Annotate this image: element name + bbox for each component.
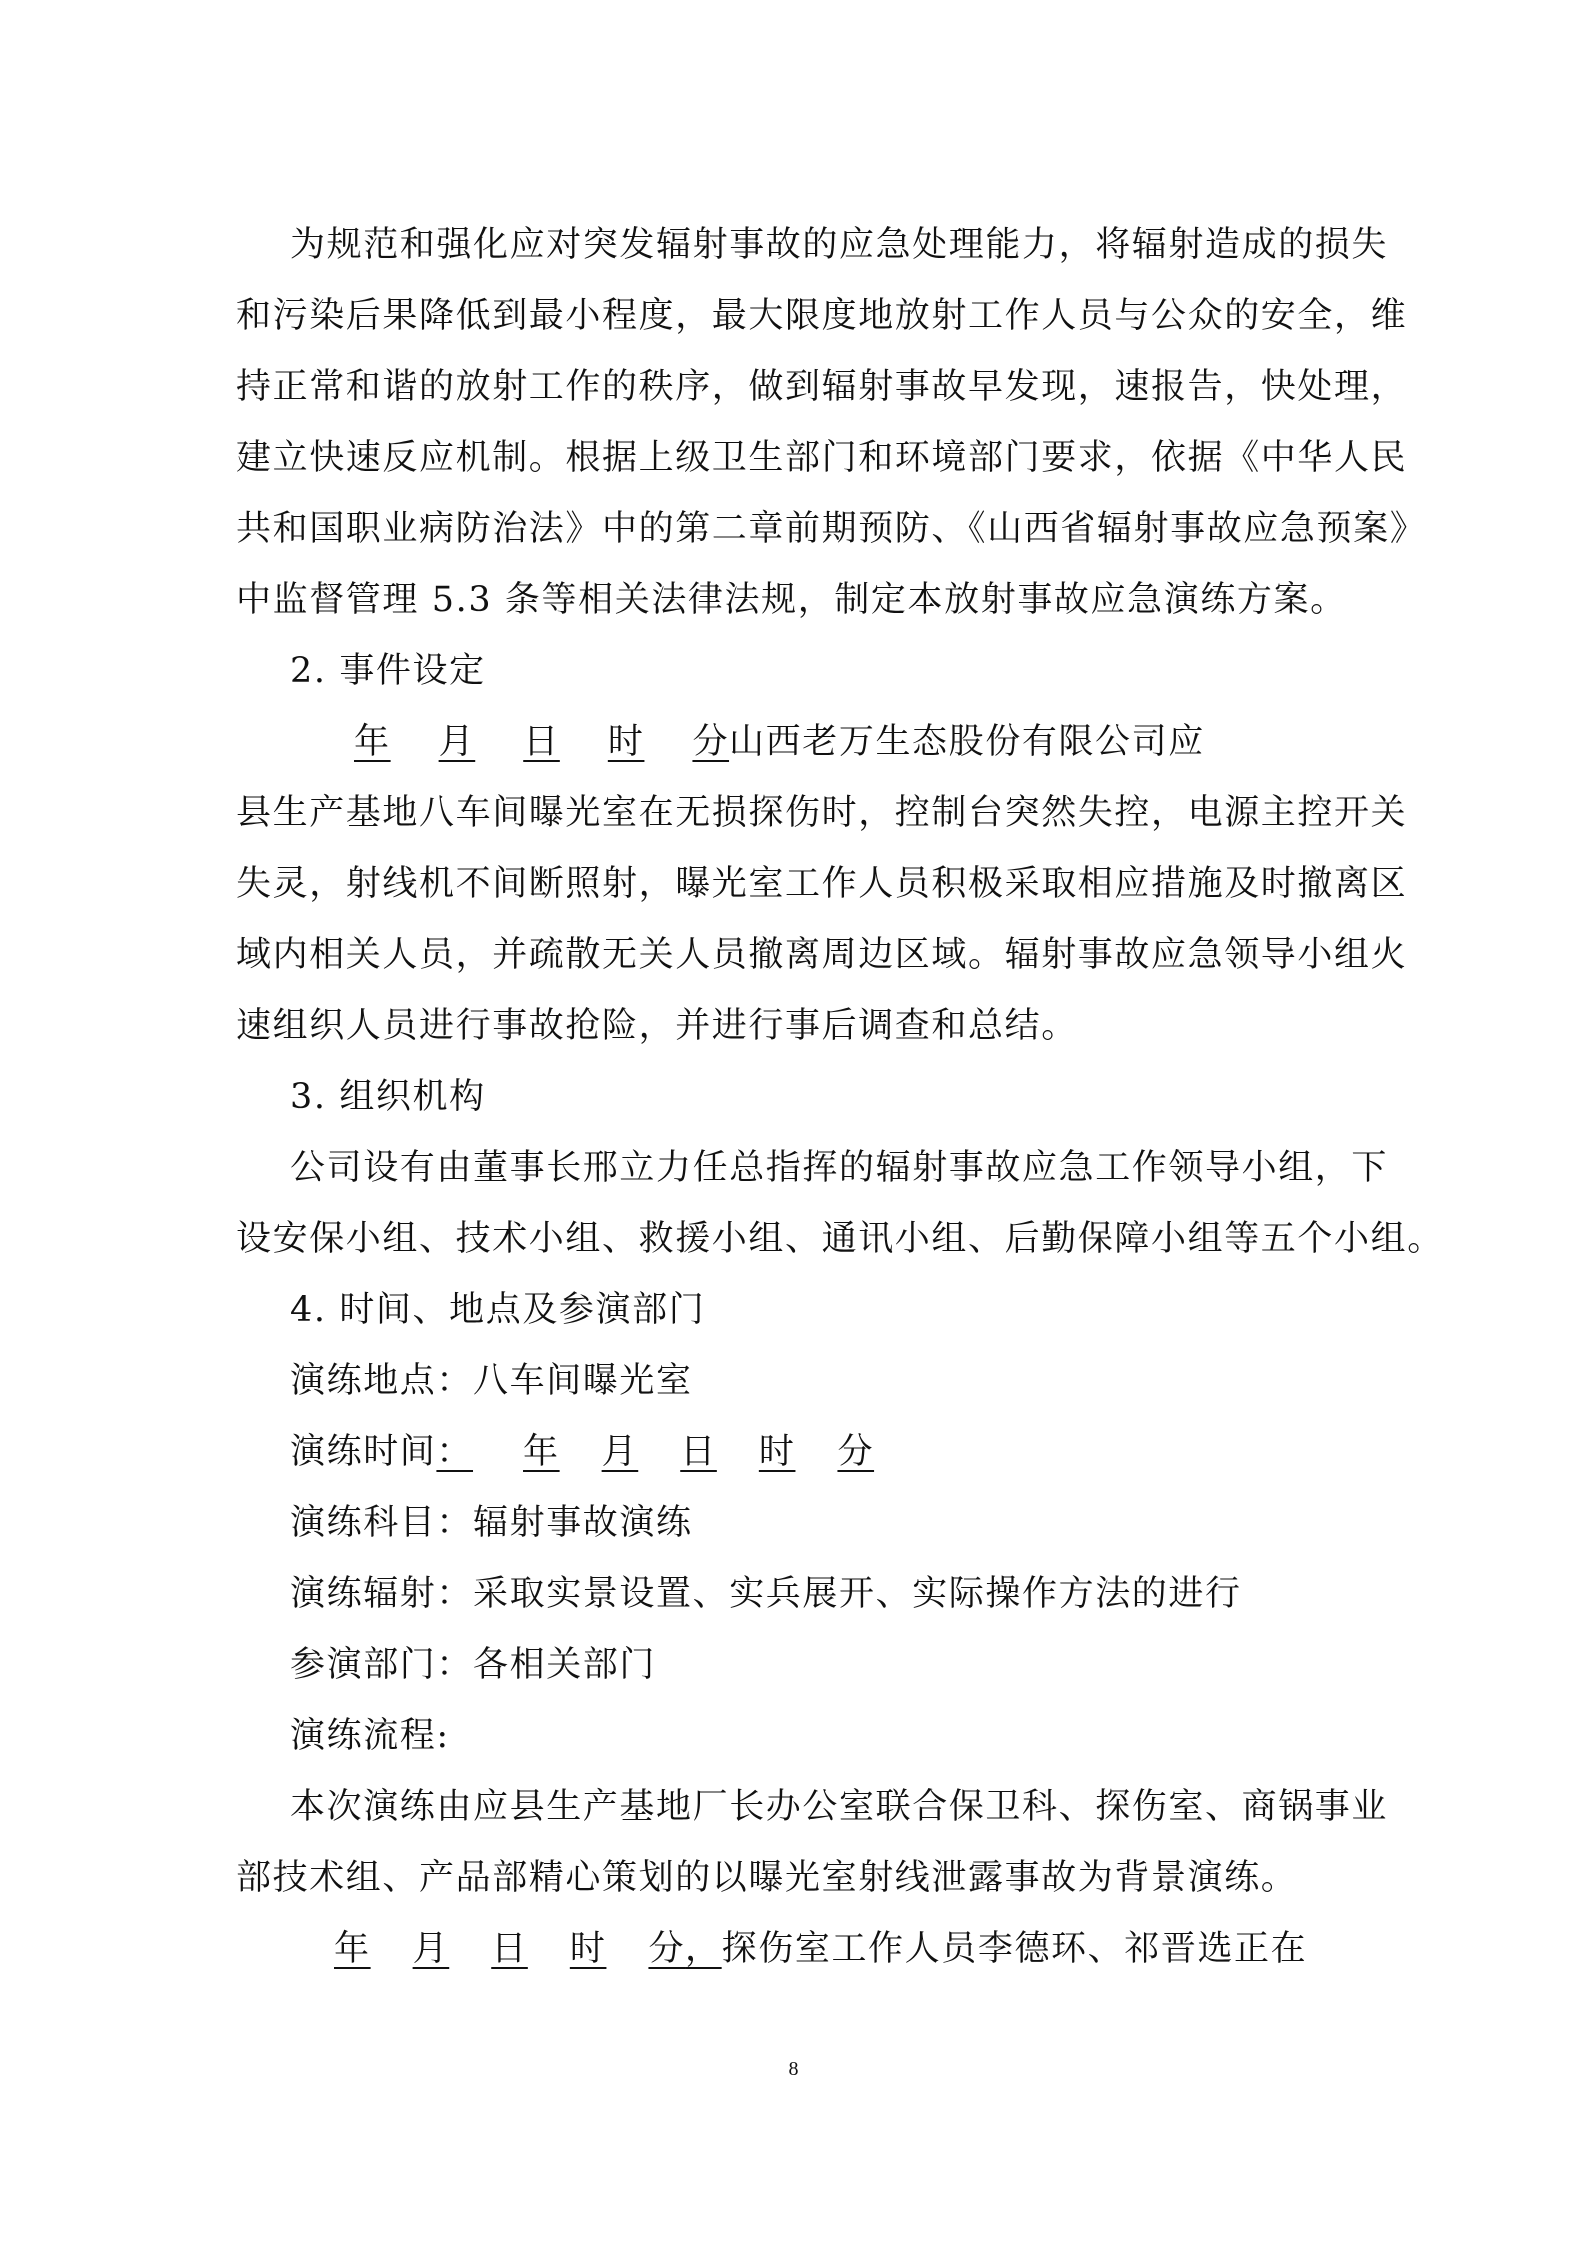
page-number: 8 xyxy=(788,2058,799,2080)
event-line-2: 县生产基地八车间曝光室在无损探伤时，控制台突然失控，电源主控开关 xyxy=(236,793,1408,833)
event-line-1-rest: 山西老万生态股份有限公司应 xyxy=(729,722,1205,762)
intro-line-1: 为规范和强化应对突发辐射事故的应急处理能力，将辐射造成的损失 xyxy=(290,225,1389,265)
intro-line-2: 和污染后果降低到最小程度，最大限度地放射工作人员与公众的安全，维 xyxy=(236,296,1408,336)
event-date-blank: 年 月 日 时 分 xyxy=(354,722,730,762)
event-date-line xyxy=(236,707,1386,778)
process-date-blank: 年 月 日 时 分， xyxy=(334,1929,722,1969)
process-date-line xyxy=(236,1914,1386,1985)
drill-radiation: 演练辐射：采取实景设置、实兵展开、实际操作方法的进行 xyxy=(290,1574,1242,1614)
org-line-2: 设安保小组、技术小组、救援小组、通讯小组、后勤保障小组等五个小组。 xyxy=(236,1219,1444,1259)
document-body xyxy=(236,210,1444,1985)
intro-line-3: 持正常和谐的放射工作的秩序，做到辐射事故早发现，速报告，快处理， xyxy=(236,367,1408,407)
drill-process-label: 演练流程: xyxy=(290,1716,450,1756)
drill-subject: 演练科目：辐射事故演练 xyxy=(290,1503,693,1543)
event-line-5: 速组织人员进行事故抢险，并进行事后调查和总结。 xyxy=(236,1006,1078,1046)
drill-time-line xyxy=(236,1417,1386,1488)
intro-line-5: 共和国职业病防治法》中的第二章前期预防、《山西省辐射事故应急预案》 xyxy=(236,509,1427,549)
drill-departments: 参演部门：各相关部门 xyxy=(290,1645,657,1685)
process-line-2: 部技术组、产品部精心策划的以曝光室射线泄露事故为背景演练。 xyxy=(236,1858,1298,1898)
drill-time-blank: ： 年 月 日 时 分 xyxy=(436,1432,875,1472)
drill-location: 演练地点：八车间曝光室 xyxy=(290,1361,693,1401)
process-date-line-rest: 探伤室工作人员李德环、祁晋选正在 xyxy=(721,1929,1308,1969)
section-3-heading: 3. 组织机构 xyxy=(290,1077,486,1117)
event-line-3: 失灵，射线机不间断照射，曝光室工作人员积极采取相应措施及时撤离区 xyxy=(236,864,1408,904)
intro-line-6: 中监督管理 5.3 条等相关法律法规，制定本放射事故应急演练方案。 xyxy=(236,580,1347,620)
drill-time-label: 演练时间 xyxy=(290,1432,437,1472)
event-line-4: 域内相关人员，并疏散无关人员撤离周边区域。辐射事故应急领导小组火 xyxy=(236,935,1408,975)
section-4-heading: 4. 时间、地点及参演部门 xyxy=(290,1290,706,1330)
section-2-heading: 2. 事件设定 xyxy=(290,651,486,691)
process-line-1: 本次演练由应县生产基地厂长办公室联合保卫科、探伤室、商锅事业 xyxy=(290,1787,1389,1827)
intro-line-4: 建立快速反应机制。根据上级卫生部门和环境部门要求，依据《中华人民 xyxy=(236,438,1408,478)
org-line-1: 公司设有由董事长邢立力任总指挥的辐射事故应急工作领导小组，下 xyxy=(290,1148,1389,1188)
